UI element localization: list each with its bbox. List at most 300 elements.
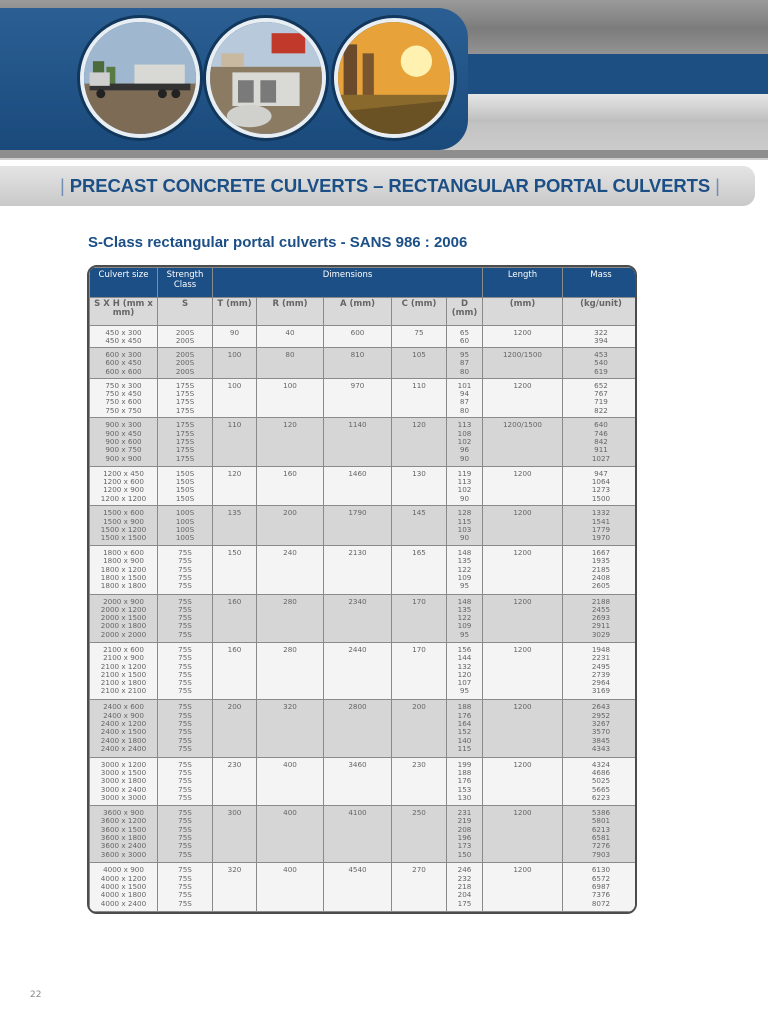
cell-mass-line: 1970 (591, 533, 611, 543)
cell-t (213, 806, 257, 863)
cell-length-value: 1200 (513, 328, 532, 337)
cell-strength-class-line: 75S (178, 735, 192, 745)
cell-strength-class-line: 75S (178, 661, 192, 671)
cell-length-value: 1200/1500 (502, 420, 542, 430)
cell-c-value: 120 (412, 420, 426, 430)
cell-d-line: 80 (459, 405, 470, 415)
cell-culvert-size-line: 2100 x 900 (103, 653, 144, 663)
subheader-t: T (mm) (213, 298, 257, 326)
cell-culvert-size-line: 2400 x 1800 (100, 735, 147, 745)
table-row (90, 347, 638, 378)
cell-t-value: 100 (227, 349, 242, 359)
cell-d-line: 150 (457, 849, 472, 859)
cell-strength-class (158, 378, 213, 418)
cell-strength-class-line: 75S (178, 653, 192, 663)
cell-d-line: 109 (457, 621, 472, 631)
subheader-r: R (mm) (257, 298, 324, 326)
cell-culvert-size-line: 2100 x 1800 (100, 678, 147, 688)
cell-d-line: 231 (457, 808, 472, 818)
cell-culvert-size-line: 3000 x 1200 (100, 759, 147, 769)
cell-culvert-size-line: 900 x 900 (105, 453, 142, 463)
cell-t (213, 700, 257, 757)
cell-culvert-size-line: 1500 x 1200 (100, 525, 147, 535)
cell-mass-line: 2739 (591, 669, 611, 679)
cell-strength-class-line: 75S (178, 678, 192, 688)
cell-length (483, 643, 563, 700)
cell-mass-line: 2964 (591, 678, 611, 688)
cell-a (324, 506, 392, 546)
cell-length (483, 378, 563, 418)
cell-culvert-size-line: 750 x 300 (105, 380, 142, 390)
cell-culvert-size-line: 2000 x 1200 (100, 604, 147, 614)
cell-t-value: 100 (227, 380, 242, 390)
cell-t-value: 200 (227, 702, 242, 712)
cell-t (213, 378, 257, 418)
cell-strength-class-line: 75S (178, 564, 192, 574)
cell-culvert-size-line: 750 x 450 (105, 389, 142, 399)
cell-mass-line: 2188 (591, 596, 611, 606)
cell-length (483, 546, 563, 594)
cell-strength-class-line: 175S (175, 428, 195, 438)
cell-d-line: 188 (457, 702, 472, 712)
cell-d-line: 219 (457, 816, 472, 826)
cell-d-line: 218 (457, 882, 472, 891)
cell-culvert-size-line: 2400 x 600 (103, 702, 144, 712)
cell-d-line: 148 (457, 548, 472, 558)
header-strength-class: Strength Class (158, 268, 213, 298)
cell-strength-class-line: 175S (175, 445, 195, 455)
cell-r (257, 643, 324, 700)
cell-d-line: 108 (457, 428, 472, 438)
header-length: Length (483, 268, 563, 298)
cell-t (213, 466, 257, 506)
cell-d-line: 130 (457, 792, 472, 802)
cell-mass-line: 5801 (591, 816, 611, 826)
cell-mass-line: 842 (594, 436, 608, 446)
cell-culvert-size-line: 2000 x 1500 (100, 613, 147, 623)
header-blue-strip (430, 54, 768, 94)
cell-culvert-size (90, 546, 158, 594)
cell-mass-line: 4324 (591, 759, 611, 769)
table-row (90, 594, 638, 642)
cell-c (392, 594, 447, 642)
title-bar-left: | (60, 175, 65, 196)
cell-r (257, 700, 324, 757)
cell-d-line: 119 (457, 468, 472, 478)
cell-r-value: 80 (285, 349, 295, 359)
cell-t-value: 300 (227, 808, 242, 818)
cell-strength-class (158, 347, 213, 378)
cell-mass-line: 1935 (591, 556, 611, 566)
cell-mass-line: 911 (594, 445, 608, 455)
cell-strength-class-line: 150S (175, 477, 195, 487)
cell-length-value: 1200/1500 (502, 349, 542, 359)
cell-d-line: 128 (457, 508, 472, 518)
cell-strength-class (158, 757, 213, 805)
cell-culvert-size-line: 750 x 600 (105, 397, 142, 407)
cell-r (257, 863, 324, 912)
cell-length-value: 1200 (513, 380, 532, 390)
cell-a-value: 1790 (348, 508, 367, 518)
table-row (90, 863, 638, 912)
cell-mass (563, 466, 638, 506)
subheader-a: A (mm) (324, 298, 392, 326)
cell-d-line: 95 (459, 581, 470, 591)
cell-r-value: 400 (283, 808, 297, 818)
cell-a-value: 2340 (348, 596, 367, 606)
cell-c-value: 145 (412, 508, 426, 518)
cell-culvert-size-line: 450 x 300 (105, 328, 142, 337)
cell-c-value: 200 (412, 702, 426, 712)
cell-strength-class-line: 75S (178, 718, 192, 728)
cell-length-value: 1200 (513, 508, 532, 518)
cell-mass-line: 1541 (591, 516, 611, 526)
cell-mass-line: 3029 (591, 629, 611, 639)
cell-culvert-size-line: 1800 x 1200 (100, 564, 147, 574)
cell-strength-class-line: 75S (178, 808, 192, 818)
cell-c-value: 250 (412, 808, 426, 818)
cell-r-value: 200 (283, 508, 297, 518)
cell-culvert-size (90, 594, 158, 642)
cell-strength-class-line: 75S (178, 824, 192, 834)
cell-culvert-size-line: 1800 x 600 (103, 548, 144, 558)
cell-d (447, 378, 483, 418)
cell-strength-class-line: 150S (175, 485, 195, 495)
cell-mass-line: 1027 (591, 453, 611, 463)
photo-truck-transport (80, 18, 200, 138)
cell-c (392, 806, 447, 863)
cell-t-value: 160 (227, 596, 242, 606)
cell-strength-class-line: 75S (178, 702, 192, 712)
cell-length-value: 1200 (513, 468, 532, 478)
cell-culvert-size-line: 600 x 450 (105, 358, 142, 368)
cell-d-line: 96 (459, 445, 470, 455)
cell-d-line: 152 (457, 727, 472, 737)
cell-mass (563, 806, 638, 863)
cell-culvert-size-line: 3600 x 900 (103, 808, 144, 818)
cell-culvert-size-line: 4000 x 900 (103, 865, 144, 875)
header-mass: Mass (563, 268, 638, 298)
cell-strength-class-line: 75S (178, 572, 192, 582)
cell-t-value: 160 (227, 645, 242, 654)
cell-strength-class-line: 75S (178, 865, 192, 875)
cell-culvert-size-line: 1800 x 1800 (100, 581, 147, 591)
cell-d (447, 418, 483, 466)
cell-c (392, 466, 447, 506)
cell-strength-class (158, 594, 213, 642)
cell-d-line: 65 (459, 328, 470, 337)
cell-t (213, 643, 257, 700)
table-row (90, 806, 638, 863)
cell-mass-line: 5386 (591, 808, 611, 818)
cell-d-line: 113 (457, 477, 472, 487)
cell-length-value: 1200 (513, 645, 532, 654)
cell-a-value: 1460 (348, 468, 367, 478)
table-row (90, 466, 638, 506)
cell-culvert-size (90, 863, 158, 912)
cell-d-line: 94 (459, 389, 470, 399)
cell-d-line: 140 (457, 735, 472, 745)
cell-mass-line: 2455 (591, 604, 611, 614)
cell-mass-line: 7376 (591, 890, 611, 900)
cell-mass-line: 2408 (591, 572, 611, 582)
cell-mass (563, 546, 638, 594)
cell-culvert-size-line: 2100 x 1200 (100, 661, 147, 671)
cell-mass-line: 1948 (591, 645, 611, 654)
cell-t (213, 506, 257, 546)
cell-mass-line: 1500 (591, 493, 611, 503)
cell-c-value: 110 (412, 380, 426, 390)
cell-culvert-size-line: 4000 x 1800 (100, 890, 147, 900)
cell-length (483, 594, 563, 642)
cell-a-value: 2800 (348, 702, 367, 712)
cell-d-line: 95 (459, 349, 470, 359)
cell-t (213, 546, 257, 594)
cell-c-value: 75 (414, 328, 424, 337)
cell-strength-class-line: 200S (175, 349, 195, 359)
cell-t-value: 230 (227, 759, 242, 769)
cell-t-value: 110 (227, 420, 242, 430)
cell-t-value: 320 (227, 865, 242, 875)
culvert-table-grid (89, 267, 637, 912)
header-light-strip (430, 94, 768, 122)
cell-mass-line: 2911 (591, 621, 611, 631)
cell-mass-line: 2231 (591, 653, 611, 663)
cell-d-line: 175 (457, 898, 472, 908)
cell-strength-class-line: 175S (175, 389, 195, 399)
cell-d (447, 326, 483, 348)
cell-culvert-size-line: 3000 x 2400 (100, 784, 147, 794)
cell-strength-class-line: 75S (178, 849, 192, 859)
cell-a-value: 970 (350, 380, 365, 390)
cell-d-line: 87 (459, 358, 470, 368)
cell-c-value: 170 (412, 645, 426, 654)
cell-strength-class-line: 75S (178, 629, 192, 639)
cell-culvert-size-line: 900 x 750 (105, 445, 142, 455)
cell-culvert-size-line: 900 x 600 (105, 436, 142, 446)
cell-d-line: 90 (459, 453, 470, 463)
cell-strength-class-line: 75S (178, 898, 192, 908)
cell-strength-class-line: 200S (175, 358, 195, 368)
cell-strength-class-line: 75S (178, 784, 192, 794)
cell-d (447, 700, 483, 757)
cell-t-value: 150 (227, 548, 242, 558)
cell-c-value: 130 (412, 468, 426, 478)
cell-c (392, 506, 447, 546)
cell-d-line: 87 (459, 397, 470, 407)
cell-culvert-size-line: 4000 x 2400 (100, 898, 147, 908)
cell-d-line: 107 (457, 678, 472, 688)
cell-strength-class-line: 150S (175, 493, 195, 503)
cell-strength-class (158, 418, 213, 466)
subheader-sxh: S X H (mm x mm) (90, 298, 158, 326)
cell-length-value: 1200 (513, 808, 532, 818)
cell-culvert-size-line: 3000 x 1800 (100, 776, 147, 786)
table-row (90, 700, 638, 757)
cell-d-line: 122 (457, 564, 472, 574)
cell-r-value: 280 (283, 645, 297, 654)
cell-mass-line: 1064 (591, 477, 611, 487)
cell-d-line: 103 (457, 525, 472, 535)
cell-t (213, 326, 257, 348)
cell-length-value: 1200 (513, 548, 532, 558)
cell-strength-class-line: 75S (178, 890, 192, 900)
cell-mass (563, 347, 638, 378)
cell-culvert-size-line: 1200 x 900 (103, 485, 144, 495)
cell-length (483, 506, 563, 546)
cell-culvert-size (90, 326, 158, 348)
cell-culvert-size (90, 700, 158, 757)
cell-mass (563, 757, 638, 805)
page-title (60, 175, 720, 197)
cell-strength-class-line: 75S (178, 581, 192, 591)
table-row (90, 326, 638, 348)
cell-r (257, 418, 324, 466)
culvert-table-body (90, 326, 638, 912)
cell-d (447, 594, 483, 642)
cell-mass-line: 6987 (591, 882, 611, 891)
subheader-s: S (158, 298, 213, 326)
cell-culvert-size-line: 2000 x 900 (103, 596, 144, 606)
cell-c-value: 165 (412, 548, 426, 558)
cell-mass-line: 3845 (591, 735, 611, 745)
table-row (90, 418, 638, 466)
cell-c (392, 546, 447, 594)
cell-culvert-size-line: 2100 x 1500 (100, 669, 147, 679)
cell-r-value: 100 (283, 380, 297, 390)
cell-strength-class-line: 175S (175, 380, 195, 390)
cell-length (483, 326, 563, 348)
cell-c-value: 105 (412, 349, 426, 359)
cell-mass (563, 506, 638, 546)
cell-length (483, 347, 563, 378)
subheader-c: C (mm) (392, 298, 447, 326)
cell-strength-class-line: 150S (175, 468, 195, 478)
cell-d (447, 806, 483, 863)
cell-culvert-size-line: 900 x 450 (105, 428, 142, 438)
cell-culvert-size-line: 1500 x 600 (103, 508, 144, 518)
cell-culvert-size-line: 2100 x 600 (103, 645, 144, 654)
cell-length-value: 1200 (513, 759, 532, 769)
cell-strength-class (158, 700, 213, 757)
cell-mass (563, 643, 638, 700)
cell-c-value: 230 (412, 759, 426, 769)
cell-d-line: 95 (459, 629, 470, 639)
cell-d (447, 546, 483, 594)
cell-c (392, 347, 447, 378)
cell-mass-line: 5665 (591, 784, 611, 794)
cell-culvert-size (90, 757, 158, 805)
subheader-d: D (mm) (447, 298, 483, 326)
cell-a-value: 810 (350, 349, 365, 359)
cell-mass (563, 594, 638, 642)
cell-d-line: 132 (457, 661, 472, 671)
cell-strength-class-line: 75S (178, 604, 192, 614)
cell-r-value: 40 (285, 328, 295, 337)
cell-d-line: 199 (457, 759, 472, 769)
cell-d-line: 115 (457, 516, 472, 526)
cell-a (324, 418, 392, 466)
cell-mass-line: 640 (594, 420, 608, 430)
cell-t (213, 757, 257, 805)
cell-mass-line: 540 (594, 358, 608, 368)
cell-a (324, 326, 392, 348)
cell-d-line: 208 (457, 824, 472, 834)
cell-mass-line: 3169 (591, 686, 611, 696)
cell-culvert-size-line: 3000 x 1500 (100, 767, 147, 777)
cell-d-line: 196 (457, 832, 472, 842)
cell-r (257, 806, 324, 863)
cell-a-value: 1140 (348, 420, 367, 430)
cell-mass-line: 394 (594, 336, 608, 346)
cell-d-line: 90 (459, 533, 470, 543)
cell-strength-class-line: 75S (178, 759, 192, 769)
cell-culvert-size-line: 1500 x 1500 (100, 533, 147, 543)
cell-r-value: 400 (283, 865, 297, 875)
cell-c (392, 326, 447, 348)
cell-mass-line: 2495 (591, 661, 611, 671)
photo-sunset-culverts (334, 18, 454, 138)
cell-culvert-size-line: 1200 x 600 (103, 477, 144, 487)
cell-d-line: 156 (457, 645, 472, 654)
cell-d-line: 144 (457, 653, 472, 663)
cell-strength-class-line: 75S (178, 548, 192, 558)
cell-strength-class-line: 200S (175, 328, 195, 337)
cell-mass-line: 719 (594, 397, 608, 407)
cell-mass-line: 2185 (591, 564, 611, 574)
cell-culvert-size-line: 1800 x 900 (103, 556, 144, 566)
cell-mass-line: 7276 (591, 841, 611, 851)
cell-strength-class-line: 175S (175, 420, 195, 430)
cell-t-value: 90 (229, 328, 240, 337)
cell-culvert-size-line: 2400 x 1200 (100, 718, 147, 728)
cell-strength-class-line: 75S (178, 776, 192, 786)
cell-d-line: 90 (459, 493, 470, 503)
cell-mass-line: 1332 (591, 508, 611, 518)
header-culvert-size: Culvert size (90, 268, 158, 298)
cell-r-value: 280 (283, 596, 297, 606)
cell-c (392, 700, 447, 757)
cell-r (257, 326, 324, 348)
cell-r-value: 320 (283, 702, 297, 712)
cell-strength-class-line: 75S (178, 686, 192, 696)
cell-strength-class (158, 466, 213, 506)
cell-mass-line: 3267 (591, 718, 611, 728)
cell-strength-class-line: 75S (178, 710, 192, 720)
cell-culvert-size (90, 643, 158, 700)
cell-d-line: 246 (457, 865, 472, 875)
cell-t-value: 120 (227, 468, 242, 478)
table-row (90, 506, 638, 546)
cell-mass-line: 6130 (591, 865, 611, 875)
cell-strength-class-line: 75S (178, 621, 192, 631)
cell-a (324, 806, 392, 863)
cell-mass-line: 1779 (591, 525, 611, 535)
cell-d-line: 135 (457, 604, 472, 614)
cell-a (324, 700, 392, 757)
cell-strength-class-line: 75S (178, 841, 192, 851)
cell-a (324, 546, 392, 594)
cell-d-line: 153 (457, 784, 472, 794)
cell-length-value: 1200 (513, 702, 532, 712)
cell-t-value: 135 (227, 508, 242, 518)
cell-d (447, 757, 483, 805)
cell-strength-class (158, 806, 213, 863)
cell-mass-line: 2643 (591, 702, 611, 712)
cell-strength-class-line: 75S (178, 882, 192, 891)
cell-mass-line: 4686 (591, 767, 611, 777)
cell-mass-line: 767 (594, 389, 608, 399)
